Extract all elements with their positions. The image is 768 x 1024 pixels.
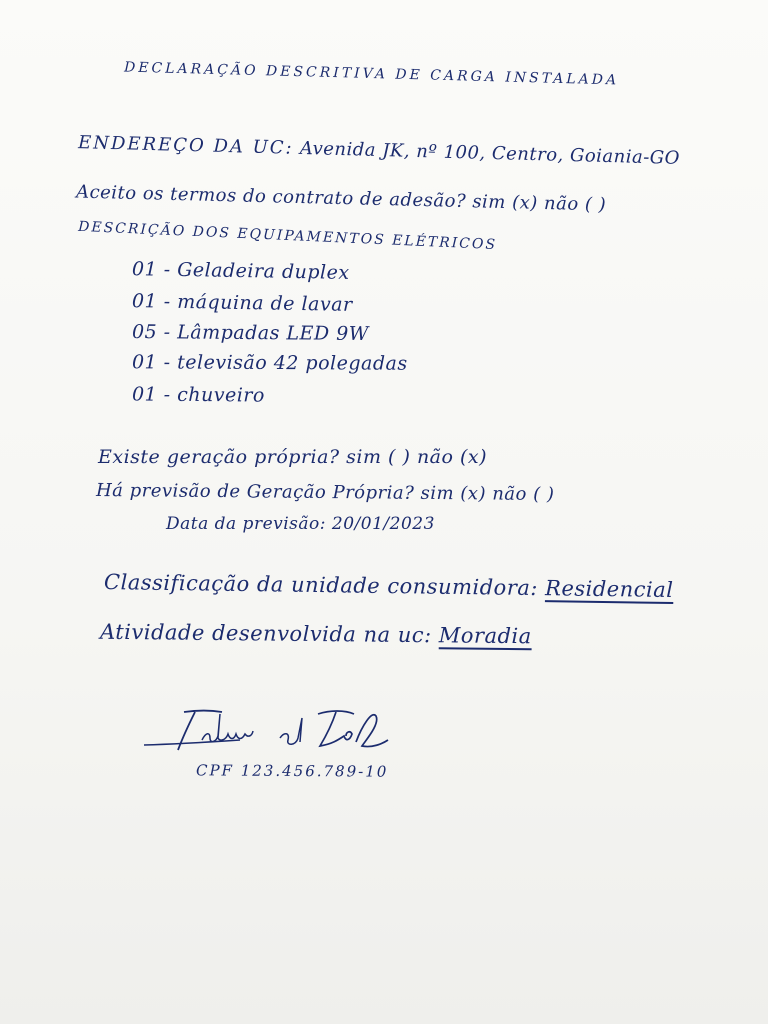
classification-line: [104, 570, 674, 602]
forecast-date-value: 20/01/2023: [331, 514, 435, 534]
address-label: ENDEREÇO DA UC:: [77, 132, 294, 159]
own-generation-line: Existe geração própria? sim ( ) não (x): [98, 446, 488, 468]
handwritten-signature: [140, 700, 390, 760]
forecast-date-label: Data da previsão:: [166, 514, 326, 534]
classification-label: Classificação da unidade consumidora:: [103, 570, 539, 601]
equipment-section-title: DESCRIÇÃO DOS EQUIPAMENTOS ELÉTRICOS: [77, 218, 498, 254]
document-title: DECLARAÇÃO DESCRITIVA DE CARGA INSTALADA: [123, 59, 620, 89]
equipment-item: 05 - Lâmpadas LED 9W: [131, 320, 369, 346]
classification-value: Residencial: [544, 576, 674, 602]
equipment-item: 01 - Geladeira duplex: [131, 258, 350, 284]
generation-forecast-line: Há previsão de Geração Própria? sim (x) não ( ): [95, 480, 555, 505]
address-value: Avenida JK, nº 100, Centro, Goiania-GO: [299, 137, 681, 169]
equipment-item: 01 - chuveiro: [131, 383, 265, 407]
forecast-date-line: [166, 514, 435, 534]
equipment-item: 01 - máquina de lavar: [131, 290, 353, 316]
equipment-item: 01 - televisão 42 polegadas: [131, 351, 408, 375]
activity-label: Atividade desenvolvida na uc:: [99, 619, 432, 648]
terms-acceptance-line: Aceito os termos do contrato de adesão? sim (x) não ( ): [75, 181, 607, 216]
activity-value: Moradia: [438, 623, 532, 649]
address-line: [78, 132, 680, 169]
cpf-line: CPF 123.456.789-10: [195, 761, 389, 781]
activity-line: [100, 620, 532, 649]
